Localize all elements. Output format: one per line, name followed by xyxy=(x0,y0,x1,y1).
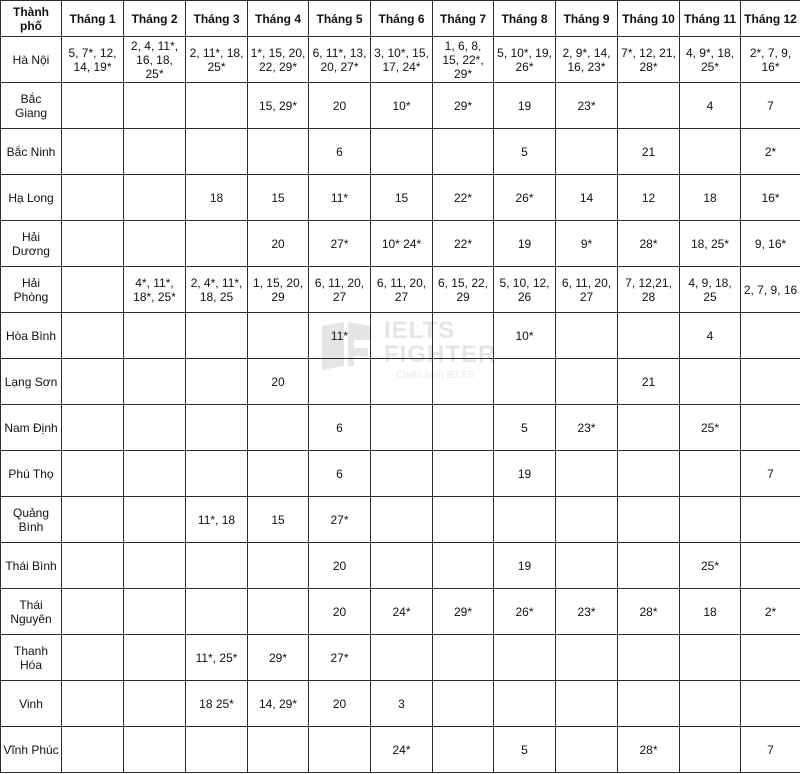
date-cell xyxy=(680,451,741,497)
date-cell xyxy=(618,313,680,359)
date-cell: 28* xyxy=(618,589,680,635)
date-cell: 7*, 12, 21, 28* xyxy=(618,37,680,83)
date-cell xyxy=(186,451,248,497)
date-cell xyxy=(618,681,680,727)
date-cell: 26* xyxy=(494,175,556,221)
date-cell: 2, 11*, 18, 25* xyxy=(186,37,248,83)
date-cell xyxy=(556,359,618,405)
date-cell xyxy=(494,681,556,727)
date-cell xyxy=(186,359,248,405)
date-cell: 15 xyxy=(248,175,309,221)
date-cell: 21 xyxy=(618,359,680,405)
date-cell: 18 xyxy=(680,589,741,635)
date-cell xyxy=(371,451,433,497)
date-cell: 6 xyxy=(309,405,371,451)
date-cell: 11*, 18 xyxy=(186,497,248,543)
watermark-line3: Chiến binh IELTS xyxy=(396,370,474,381)
date-cell xyxy=(124,727,186,773)
date-cell: 14, 29* xyxy=(248,681,309,727)
header-month: Tháng 2 xyxy=(124,1,186,37)
date-cell xyxy=(618,83,680,129)
city-name-cell: Hải Dương xyxy=(1,221,62,267)
date-cell xyxy=(433,359,494,405)
date-cell: 27* xyxy=(309,221,371,267)
date-cell xyxy=(741,543,800,589)
date-cell: 2, 7, 9, 16 xyxy=(741,267,800,313)
header-month: Tháng 12 xyxy=(741,1,800,37)
date-cell xyxy=(433,681,494,727)
date-cell: 7 xyxy=(741,83,800,129)
date-cell xyxy=(556,451,618,497)
date-cell: 14 xyxy=(556,175,618,221)
date-cell xyxy=(741,635,800,681)
table-row xyxy=(1,359,800,405)
city-name-cell: Bắc Giang xyxy=(1,83,62,129)
city-name-cell: Quảng Bình xyxy=(1,497,62,543)
date-cell: 15 xyxy=(371,175,433,221)
date-cell: 18 xyxy=(186,175,248,221)
date-cell xyxy=(62,405,124,451)
header-month: Tháng 6 xyxy=(371,1,433,37)
header-month: Tháng 9 xyxy=(556,1,618,37)
header-city: Thành phố xyxy=(1,1,62,37)
date-cell xyxy=(124,359,186,405)
date-cell: 20 xyxy=(248,221,309,267)
header-month: Tháng 10 xyxy=(618,1,680,37)
date-cell: 25* xyxy=(680,405,741,451)
header-month: Tháng 1 xyxy=(62,1,124,37)
date-cell: 20 xyxy=(309,681,371,727)
date-cell: 6, 11, 20, 27 xyxy=(309,267,371,313)
watermark-line1: IELTS xyxy=(384,317,456,344)
date-cell: 20 xyxy=(248,359,309,405)
date-cell xyxy=(248,589,309,635)
date-cell: 10* 24* xyxy=(371,221,433,267)
date-cell: 6, 11, 20, 27 xyxy=(556,267,618,313)
date-cell: 20 xyxy=(309,589,371,635)
date-cell xyxy=(186,221,248,267)
date-cell: 5 xyxy=(494,727,556,773)
date-cell xyxy=(248,405,309,451)
date-cell: 29* xyxy=(433,83,494,129)
date-cell xyxy=(186,129,248,175)
date-cell xyxy=(124,635,186,681)
date-cell xyxy=(618,635,680,681)
date-cell xyxy=(62,313,124,359)
date-cell xyxy=(124,175,186,221)
date-cell xyxy=(433,129,494,175)
date-cell xyxy=(309,359,371,405)
header-month: Tháng 4 xyxy=(248,1,309,37)
date-cell: 19 xyxy=(494,451,556,497)
table-row xyxy=(1,267,800,313)
date-cell xyxy=(556,313,618,359)
date-cell xyxy=(124,129,186,175)
date-cell xyxy=(618,543,680,589)
date-cell xyxy=(124,451,186,497)
date-cell xyxy=(741,405,800,451)
date-cell: 18 xyxy=(680,175,741,221)
city-name-cell: Vinh xyxy=(1,681,62,727)
date-cell xyxy=(556,635,618,681)
date-cell xyxy=(433,497,494,543)
date-cell xyxy=(309,727,371,773)
date-cell: 1, 6, 8, 15, 22*, 29* xyxy=(433,37,494,83)
date-cell xyxy=(62,359,124,405)
header-row xyxy=(1,1,800,37)
table-row xyxy=(1,497,800,543)
date-cell xyxy=(62,589,124,635)
date-cell: 29* xyxy=(248,635,309,681)
date-cell: 7, 12,21, 28 xyxy=(618,267,680,313)
table-row xyxy=(1,635,800,681)
date-cell xyxy=(124,589,186,635)
date-cell xyxy=(680,635,741,681)
date-cell: 3, 10*, 15, 17, 24* xyxy=(371,37,433,83)
date-cell: 2, 4*, 11*, 18, 25 xyxy=(186,267,248,313)
watermark-line2: FIGHTER xyxy=(384,341,497,368)
date-cell: 23* xyxy=(556,589,618,635)
date-cell: 2* xyxy=(741,589,800,635)
date-cell xyxy=(680,359,741,405)
date-cell xyxy=(248,451,309,497)
city-name-cell: Hà Nội xyxy=(1,37,62,83)
date-cell xyxy=(124,405,186,451)
date-cell xyxy=(62,175,124,221)
date-cell xyxy=(62,221,124,267)
date-cell xyxy=(371,635,433,681)
date-cell xyxy=(741,681,800,727)
date-cell xyxy=(433,635,494,681)
date-cell: 20 xyxy=(309,83,371,129)
date-cell: 2, 9*, 14, 16, 23* xyxy=(556,37,618,83)
date-cell: 16* xyxy=(741,175,800,221)
date-cell: 29* xyxy=(433,589,494,635)
date-cell: 3 xyxy=(371,681,433,727)
city-name-cell: Bắc Ninh xyxy=(1,129,62,175)
date-cell xyxy=(494,359,556,405)
city-name-cell: Thái Nguyên xyxy=(1,589,62,635)
date-cell xyxy=(618,405,680,451)
date-cell xyxy=(371,497,433,543)
date-cell: 25* xyxy=(680,543,741,589)
date-cell: 7 xyxy=(741,727,800,773)
date-cell xyxy=(248,727,309,773)
date-cell: 6, 11*, 13, 20, 27* xyxy=(309,37,371,83)
city-name-cell: Hòa Bình xyxy=(1,313,62,359)
header-month: Tháng 5 xyxy=(309,1,371,37)
table-row xyxy=(1,221,800,267)
table-row xyxy=(1,405,800,451)
table-row xyxy=(1,727,800,773)
date-cell xyxy=(618,497,680,543)
date-cell: 7 xyxy=(741,451,800,497)
date-cell: 1, 15, 20, 29 xyxy=(248,267,309,313)
date-cell xyxy=(62,681,124,727)
date-cell: 4 xyxy=(680,313,741,359)
date-cell xyxy=(556,543,618,589)
date-cell xyxy=(433,313,494,359)
date-cell: 6, 15, 22, 29 xyxy=(433,267,494,313)
date-cell xyxy=(124,497,186,543)
date-cell: 5, 10, 12, 26 xyxy=(494,267,556,313)
date-cell: 15, 29* xyxy=(248,83,309,129)
date-cell xyxy=(433,543,494,589)
table-row xyxy=(1,313,800,359)
table-row xyxy=(1,175,800,221)
date-cell: 2* xyxy=(741,129,800,175)
date-cell xyxy=(62,635,124,681)
date-cell: 11* xyxy=(309,175,371,221)
date-cell xyxy=(556,727,618,773)
date-cell: 2, 4, 11*, 16, 18, 25* xyxy=(124,37,186,83)
date-cell xyxy=(741,359,800,405)
date-cell xyxy=(62,727,124,773)
header-month: Tháng 3 xyxy=(186,1,248,37)
date-cell: 21 xyxy=(618,129,680,175)
date-cell xyxy=(124,543,186,589)
date-cell xyxy=(62,129,124,175)
date-cell: 4 xyxy=(680,83,741,129)
date-cell: 9* xyxy=(556,221,618,267)
date-cell: 5 xyxy=(494,129,556,175)
date-cell xyxy=(371,359,433,405)
date-cell xyxy=(433,727,494,773)
date-cell: 5 xyxy=(494,405,556,451)
date-cell xyxy=(124,83,186,129)
city-name-cell: Hạ Long xyxy=(1,175,62,221)
date-cell xyxy=(62,497,124,543)
date-cell xyxy=(186,405,248,451)
date-cell xyxy=(371,129,433,175)
date-cell xyxy=(62,451,124,497)
table-row xyxy=(1,589,800,635)
date-cell xyxy=(556,129,618,175)
date-cell xyxy=(494,497,556,543)
date-cell xyxy=(124,681,186,727)
date-cell: 19 xyxy=(494,221,556,267)
date-cell xyxy=(556,497,618,543)
date-cell: 24* xyxy=(371,727,433,773)
table-row xyxy=(1,451,800,497)
date-cell: 10* xyxy=(371,83,433,129)
date-cell: 5, 10*, 19, 26* xyxy=(494,37,556,83)
date-cell: 22* xyxy=(433,221,494,267)
date-cell: 27* xyxy=(309,635,371,681)
date-cell xyxy=(371,405,433,451)
date-cell xyxy=(680,497,741,543)
date-cell xyxy=(186,313,248,359)
date-cell: 22* xyxy=(433,175,494,221)
date-cell: 26* xyxy=(494,589,556,635)
header-month: Tháng 7 xyxy=(433,1,494,37)
date-cell xyxy=(433,451,494,497)
date-cell xyxy=(680,727,741,773)
date-cell: 6, 11, 20, 27 xyxy=(371,267,433,313)
date-cell: 18, 25* xyxy=(680,221,741,267)
table-row xyxy=(1,83,800,129)
city-name-cell: Lạng Sơn xyxy=(1,359,62,405)
date-cell xyxy=(124,313,186,359)
city-name-cell: Thái Bình xyxy=(1,543,62,589)
date-cell xyxy=(618,451,680,497)
city-name-cell: Vĩnh Phúc xyxy=(1,727,62,773)
date-cell xyxy=(741,497,800,543)
date-cell: 11* xyxy=(309,313,371,359)
date-cell: 5, 7*, 12, 14, 19* xyxy=(62,37,124,83)
table-row xyxy=(1,543,800,589)
date-cell xyxy=(371,543,433,589)
date-cell: 6 xyxy=(309,129,371,175)
date-cell xyxy=(124,221,186,267)
table-row xyxy=(1,681,800,727)
date-cell xyxy=(680,129,741,175)
city-name-cell: Phú Thọ xyxy=(1,451,62,497)
date-cell: 11*, 25* xyxy=(186,635,248,681)
date-cell xyxy=(186,83,248,129)
date-cell: 12 xyxy=(618,175,680,221)
date-cell: 15 xyxy=(248,497,309,543)
date-cell xyxy=(248,129,309,175)
date-cell: 23* xyxy=(556,83,618,129)
date-cell xyxy=(371,313,433,359)
date-cell: 28* xyxy=(618,727,680,773)
date-cell xyxy=(556,681,618,727)
date-cell xyxy=(741,313,800,359)
date-cell: 1*, 15, 20, 22, 29* xyxy=(248,37,309,83)
date-cell xyxy=(248,543,309,589)
table-row xyxy=(1,129,800,175)
date-cell: 19 xyxy=(494,543,556,589)
date-cell xyxy=(62,83,124,129)
date-cell xyxy=(680,681,741,727)
date-cell: 20 xyxy=(309,543,371,589)
date-cell: 19 xyxy=(494,83,556,129)
date-cell: 23* xyxy=(556,405,618,451)
city-name-cell: Nam Định xyxy=(1,405,62,451)
date-cell: 2*, 7, 9, 16* xyxy=(741,37,800,83)
date-cell xyxy=(186,727,248,773)
date-cell: 10* xyxy=(494,313,556,359)
date-cell: 28* xyxy=(618,221,680,267)
date-cell: 9, 16* xyxy=(741,221,800,267)
header-month: Tháng 11 xyxy=(680,1,741,37)
date-cell: 27* xyxy=(309,497,371,543)
date-cell xyxy=(494,635,556,681)
date-cell: 24* xyxy=(371,589,433,635)
date-cell xyxy=(433,405,494,451)
date-cell xyxy=(186,543,248,589)
city-name-cell: Thanh Hóa xyxy=(1,635,62,681)
date-cell: 4*, 11*, 18*, 25* xyxy=(124,267,186,313)
date-cell xyxy=(186,589,248,635)
date-cell: 4, 9*, 18, 25* xyxy=(680,37,741,83)
table-row xyxy=(1,37,800,83)
header-month: Tháng 8 xyxy=(494,1,556,37)
date-cell xyxy=(62,267,124,313)
date-cell xyxy=(248,313,309,359)
date-cell: 4, 9, 18, 25 xyxy=(680,267,741,313)
city-name-cell: Hải Phòng xyxy=(1,267,62,313)
date-cell xyxy=(62,543,124,589)
date-cell: 18 25* xyxy=(186,681,248,727)
date-cell: 6 xyxy=(309,451,371,497)
